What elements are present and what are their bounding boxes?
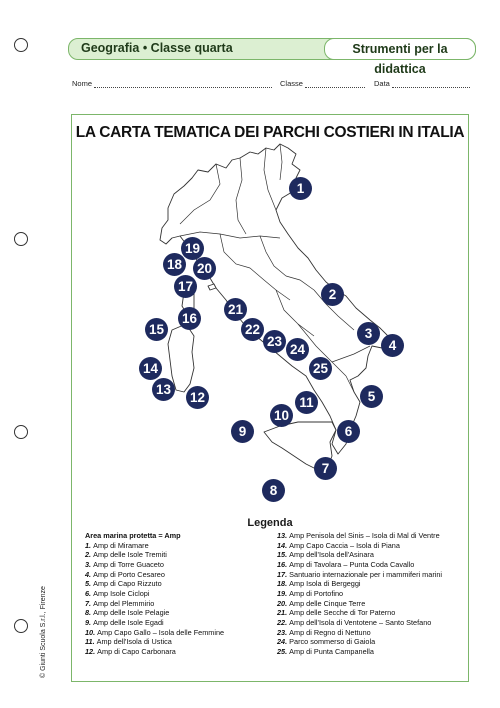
page-header (68, 38, 476, 76)
map-marker-19[interactable]: 19 (181, 237, 204, 260)
binder-hole-bottom (14, 619, 28, 633)
legend-item: 15. Amp dell'Isola dell'Asinara (277, 550, 374, 560)
legend-item: 18. Amp Isola di Bergeggi (277, 579, 361, 589)
subject-title: Geografia • Classe quarta (81, 41, 233, 55)
map-marker-18[interactable]: 18 (163, 253, 186, 276)
map-marker-24[interactable]: 24 (286, 338, 309, 361)
class-field[interactable] (280, 79, 365, 88)
binder-hole-lower (14, 425, 28, 439)
map-marker-20[interactable]: 20 (193, 257, 216, 280)
class-label: Classe (280, 79, 303, 88)
binder-hole-upper (14, 232, 28, 246)
legend-item: 12. Amp di Capo Carbonara (85, 646, 176, 656)
legend-item: 14. Amp Capo Caccia – Isola di Piana (277, 540, 400, 550)
map-marker-10[interactable]: 10 (270, 404, 293, 427)
map-marker-15[interactable]: 15 (145, 318, 168, 341)
binder-hole-top (14, 38, 28, 52)
map-marker-23[interactable]: 23 (263, 330, 286, 353)
legend-item: 4. Amp di Porto Cesareo (85, 569, 165, 579)
legend-item: 24. Parco sommerso di Gaiola (277, 637, 376, 647)
map-marker-7[interactable]: 7 (314, 457, 337, 480)
legend-item: 23. Amp di Regno di Nettuno (277, 627, 371, 637)
map-marker-22[interactable]: 22 (241, 318, 264, 341)
map-marker-3[interactable]: 3 (357, 322, 380, 345)
map-marker-6[interactable]: 6 (337, 420, 360, 443)
map-marker-25[interactable]: 25 (309, 357, 332, 380)
legend-item: 17. Santuario internazionale per i mammiferi marini (277, 569, 443, 579)
map-marker-12[interactable]: 12 (186, 386, 209, 409)
legend-column-right (277, 531, 442, 657)
legend-subtitle: Area marina protetta = Amp (85, 531, 181, 540)
worksheet-title: LA CARTA TEMATICA DEI PARCHI COSTIERI IN ITALIA (75, 124, 465, 141)
legend-title: Legenda (247, 517, 293, 529)
map-marker-8[interactable]: 8 (262, 479, 285, 502)
map-marker-14[interactable]: 14 (139, 357, 162, 380)
legend-item: 8. Amp delle Isole Pelagie (85, 608, 170, 618)
name-label: Nome (72, 79, 93, 88)
legend-item: 7. Amp del Plemmirio (85, 598, 155, 608)
map-marker-21[interactable]: 21 (224, 298, 247, 321)
legend-item: 10. Amp Capo Gallo – Isola delle Femmine (85, 627, 225, 637)
date-label: Data (374, 79, 390, 88)
legend-item: 13. Amp Penisola del Sinis – Isola di Mal di Ventre (277, 531, 440, 540)
legend-item: 2. Amp delle Isole Tremiti (85, 550, 167, 560)
legend-item: 22. Amp dell'Isola di Ventotene – Santo Stefano (277, 617, 432, 627)
legend-item: 20. Amp delle Cinque Terre (277, 598, 366, 608)
italy-map (70, 140, 400, 510)
map-marker-17[interactable]: 17 (174, 275, 197, 298)
legend-item: 6. Amp Isole Ciclopi (85, 588, 150, 598)
legend-item: 5. Amp di Capo Rizzuto (85, 579, 162, 589)
map-marker-2[interactable]: 2 (321, 283, 344, 306)
series-title: Strumenti per la didattica (324, 38, 476, 60)
legend-item: 9. Amp delle Isole Egadi (85, 617, 164, 627)
name-field[interactable] (72, 79, 272, 88)
map-marker-16[interactable]: 16 (178, 307, 201, 330)
publisher-credit: © Giunti Scuola S.r.l., Firenze (40, 586, 47, 678)
legend-column-left (85, 531, 224, 657)
date-field[interactable] (374, 79, 470, 88)
legend-item: 11. Amp dell'Isola di Ustica (85, 637, 172, 647)
legend-item: 21. Amp delle Secche di Tor Paterno (277, 608, 396, 618)
map-marker-9[interactable]: 9 (231, 420, 254, 443)
map-marker-1[interactable]: 1 (289, 177, 312, 200)
legend-item: 25. Amp di Punta Campanella (277, 646, 374, 656)
legend-item: 16. Amp di Tavolara – Punta Coda Cavallo (277, 559, 415, 569)
map-marker-13[interactable]: 13 (152, 378, 175, 401)
legend-item: 1. Amp di Miramare (85, 540, 149, 550)
elba-outline (208, 284, 216, 290)
legend-item: 3. Amp di Torre Guaceto (85, 559, 164, 569)
map-marker-4[interactable]: 4 (381, 334, 404, 357)
legend-item: 19. Amp di Portofino (277, 588, 344, 598)
map-marker-11[interactable]: 11 (295, 391, 318, 414)
map-marker-5[interactable]: 5 (360, 385, 383, 408)
